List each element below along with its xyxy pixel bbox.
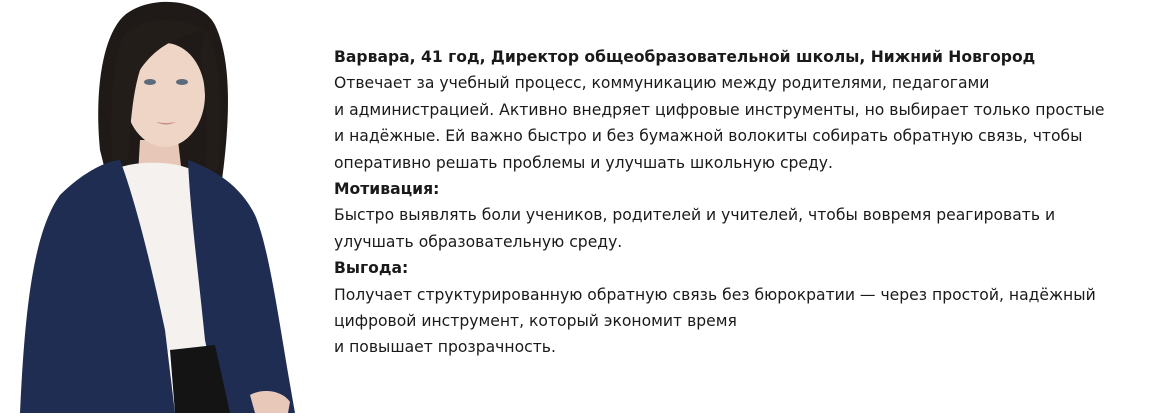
motivation-heading: Мотивация: bbox=[334, 180, 440, 199]
description-line: и администрацией. Активно внедряет цифровые инструменты, но выбирает только простые bbox=[334, 100, 1105, 119]
benefit-line: цифровой инструмент, который экономит время bbox=[334, 312, 737, 331]
description-line: оперативно решать проблемы и улучшать школьную среду. bbox=[334, 153, 833, 172]
benefit-line: Получает структурированную обратную связь без бюрократии — через простой, надёжный bbox=[334, 285, 1096, 304]
persona-photo bbox=[0, 0, 320, 413]
persona-header: Варвара, 41 год, Директор общеобразовательной школы, Нижний Новгород bbox=[334, 48, 1036, 66]
motivation-line: Быстро выявлять боли учеников, родителей и учителей, чтобы вовремя реагировать и bbox=[334, 206, 1056, 225]
benefit-line: и повышает прозрачность. bbox=[334, 338, 556, 357]
description-line: Отвечает за учебный процесс, коммуникацию между родителями, педагогами bbox=[334, 74, 990, 93]
motivation-line: улучшать образовательную среду. bbox=[334, 232, 623, 251]
description-line: и надёжные. Ей важно быстро и без бумажной волокиты собирать обратную связь, чтобы bbox=[334, 127, 1083, 146]
persona-text bbox=[334, 44, 1134, 361]
benefit-heading: Выгода: bbox=[334, 259, 409, 278]
